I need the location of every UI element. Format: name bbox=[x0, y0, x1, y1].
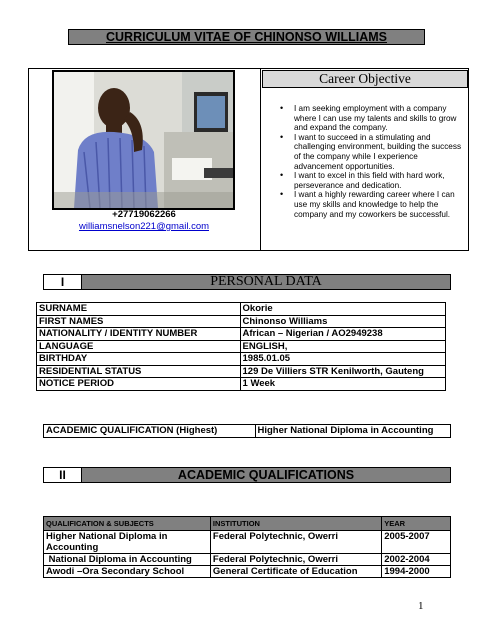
table-row bbox=[37, 315, 446, 328]
document-title: CURRICULUM VITAE OF CHINONSO WILLIAMS bbox=[68, 29, 425, 45]
row-value: Chinonso Williams bbox=[240, 315, 445, 328]
row-value: 1 Week bbox=[240, 378, 445, 391]
table-row bbox=[44, 554, 451, 566]
table-row bbox=[37, 365, 446, 378]
row-label: ACADEMIC QUALIFICATION (Highest) bbox=[44, 425, 256, 438]
academic-qualifications-table bbox=[43, 516, 451, 578]
section-number: II bbox=[44, 468, 82, 482]
row-label: NATIONALITY / IDENTITY NUMBER bbox=[37, 328, 241, 341]
table-row bbox=[37, 303, 446, 316]
column-header: YEAR bbox=[382, 517, 451, 531]
profile-divider bbox=[260, 68, 261, 251]
career-objective-heading: Career Objective bbox=[262, 70, 468, 88]
institution-cell: General Certificate of Education bbox=[210, 566, 381, 578]
table-row bbox=[37, 328, 446, 341]
table-header-row bbox=[44, 517, 451, 531]
profile-photo-image bbox=[54, 72, 233, 208]
year-cell: 2005-2007 bbox=[382, 531, 451, 554]
phone-number: +27719062266 bbox=[112, 209, 176, 220]
row-value: 129 De Villiers STR Kenilworth, Gauteng bbox=[240, 365, 445, 378]
year-cell: 2002-2004 bbox=[382, 554, 451, 566]
table-row bbox=[37, 378, 446, 391]
career-objective-list bbox=[278, 104, 468, 219]
row-label: LANGUAGE bbox=[37, 340, 241, 353]
email-link[interactable]: williamsnelson221@gmail.com bbox=[78, 221, 210, 232]
table-row bbox=[44, 425, 451, 438]
row-label: NOTICE PERIOD bbox=[37, 378, 241, 391]
row-label: RESIDENTIAL STATUS bbox=[37, 365, 241, 378]
row-label: BIRTHDAY bbox=[37, 353, 241, 366]
academic-qualifications-header bbox=[43, 467, 451, 483]
qualification-cell: Higher National Diploma in Accounting bbox=[44, 531, 211, 554]
table-row bbox=[37, 340, 446, 353]
row-value: Okorie bbox=[240, 303, 445, 316]
highest-qualification-table bbox=[43, 424, 451, 438]
section-heading: ACADEMIC QUALIFICATIONS bbox=[177, 468, 355, 482]
column-header: INSTITUTION bbox=[210, 517, 381, 531]
profile-photo bbox=[52, 70, 235, 210]
personal-data-table bbox=[36, 302, 446, 391]
qualification-cell: Awodi –Ora Secondary School bbox=[44, 566, 211, 578]
institution-cell: Federal Polytechnic, Owerri bbox=[210, 554, 381, 566]
qualification-cell: National Diploma in Accounting bbox=[44, 554, 211, 566]
career-objective-item: • I want a highly rewarding career where I can use my skills and knowledge to help the company and my coworkers be successful. bbox=[278, 190, 468, 219]
personal-data-header bbox=[43, 274, 451, 290]
row-label: SURNAME bbox=[37, 303, 241, 316]
table-row bbox=[44, 531, 451, 554]
page-number: 1 bbox=[418, 600, 424, 612]
year-cell: 1994-2000 bbox=[382, 566, 451, 578]
table-row bbox=[44, 566, 451, 578]
row-value: 1985.01.05 bbox=[240, 353, 445, 366]
row-value: ENGLISH, bbox=[240, 340, 445, 353]
column-header: QUALIFICATION & SUBJECTS bbox=[44, 517, 211, 531]
table-row bbox=[37, 353, 446, 366]
career-objective-item: • I am seeking employment with a company where I can use my talents and skills to grow and expand the company. bbox=[278, 104, 468, 133]
row-value: African – Nigerian / AO2949238 bbox=[240, 328, 445, 341]
row-label: FIRST NAMES bbox=[37, 315, 241, 328]
career-objective-item: • I want to excel in this field with hard work, perseverance and dedication. bbox=[278, 171, 468, 190]
row-value: Higher National Diploma in Accounting bbox=[255, 425, 451, 438]
section-heading: PERSONAL DATA bbox=[210, 274, 322, 289]
section-number: I bbox=[44, 275, 82, 289]
career-objective-item: • I want to succeed in a stimulating and challenging environment, building the success of the company while I experience advancement opportunities. bbox=[278, 133, 468, 171]
institution-cell: Federal Polytechnic, Owerri bbox=[210, 531, 381, 554]
